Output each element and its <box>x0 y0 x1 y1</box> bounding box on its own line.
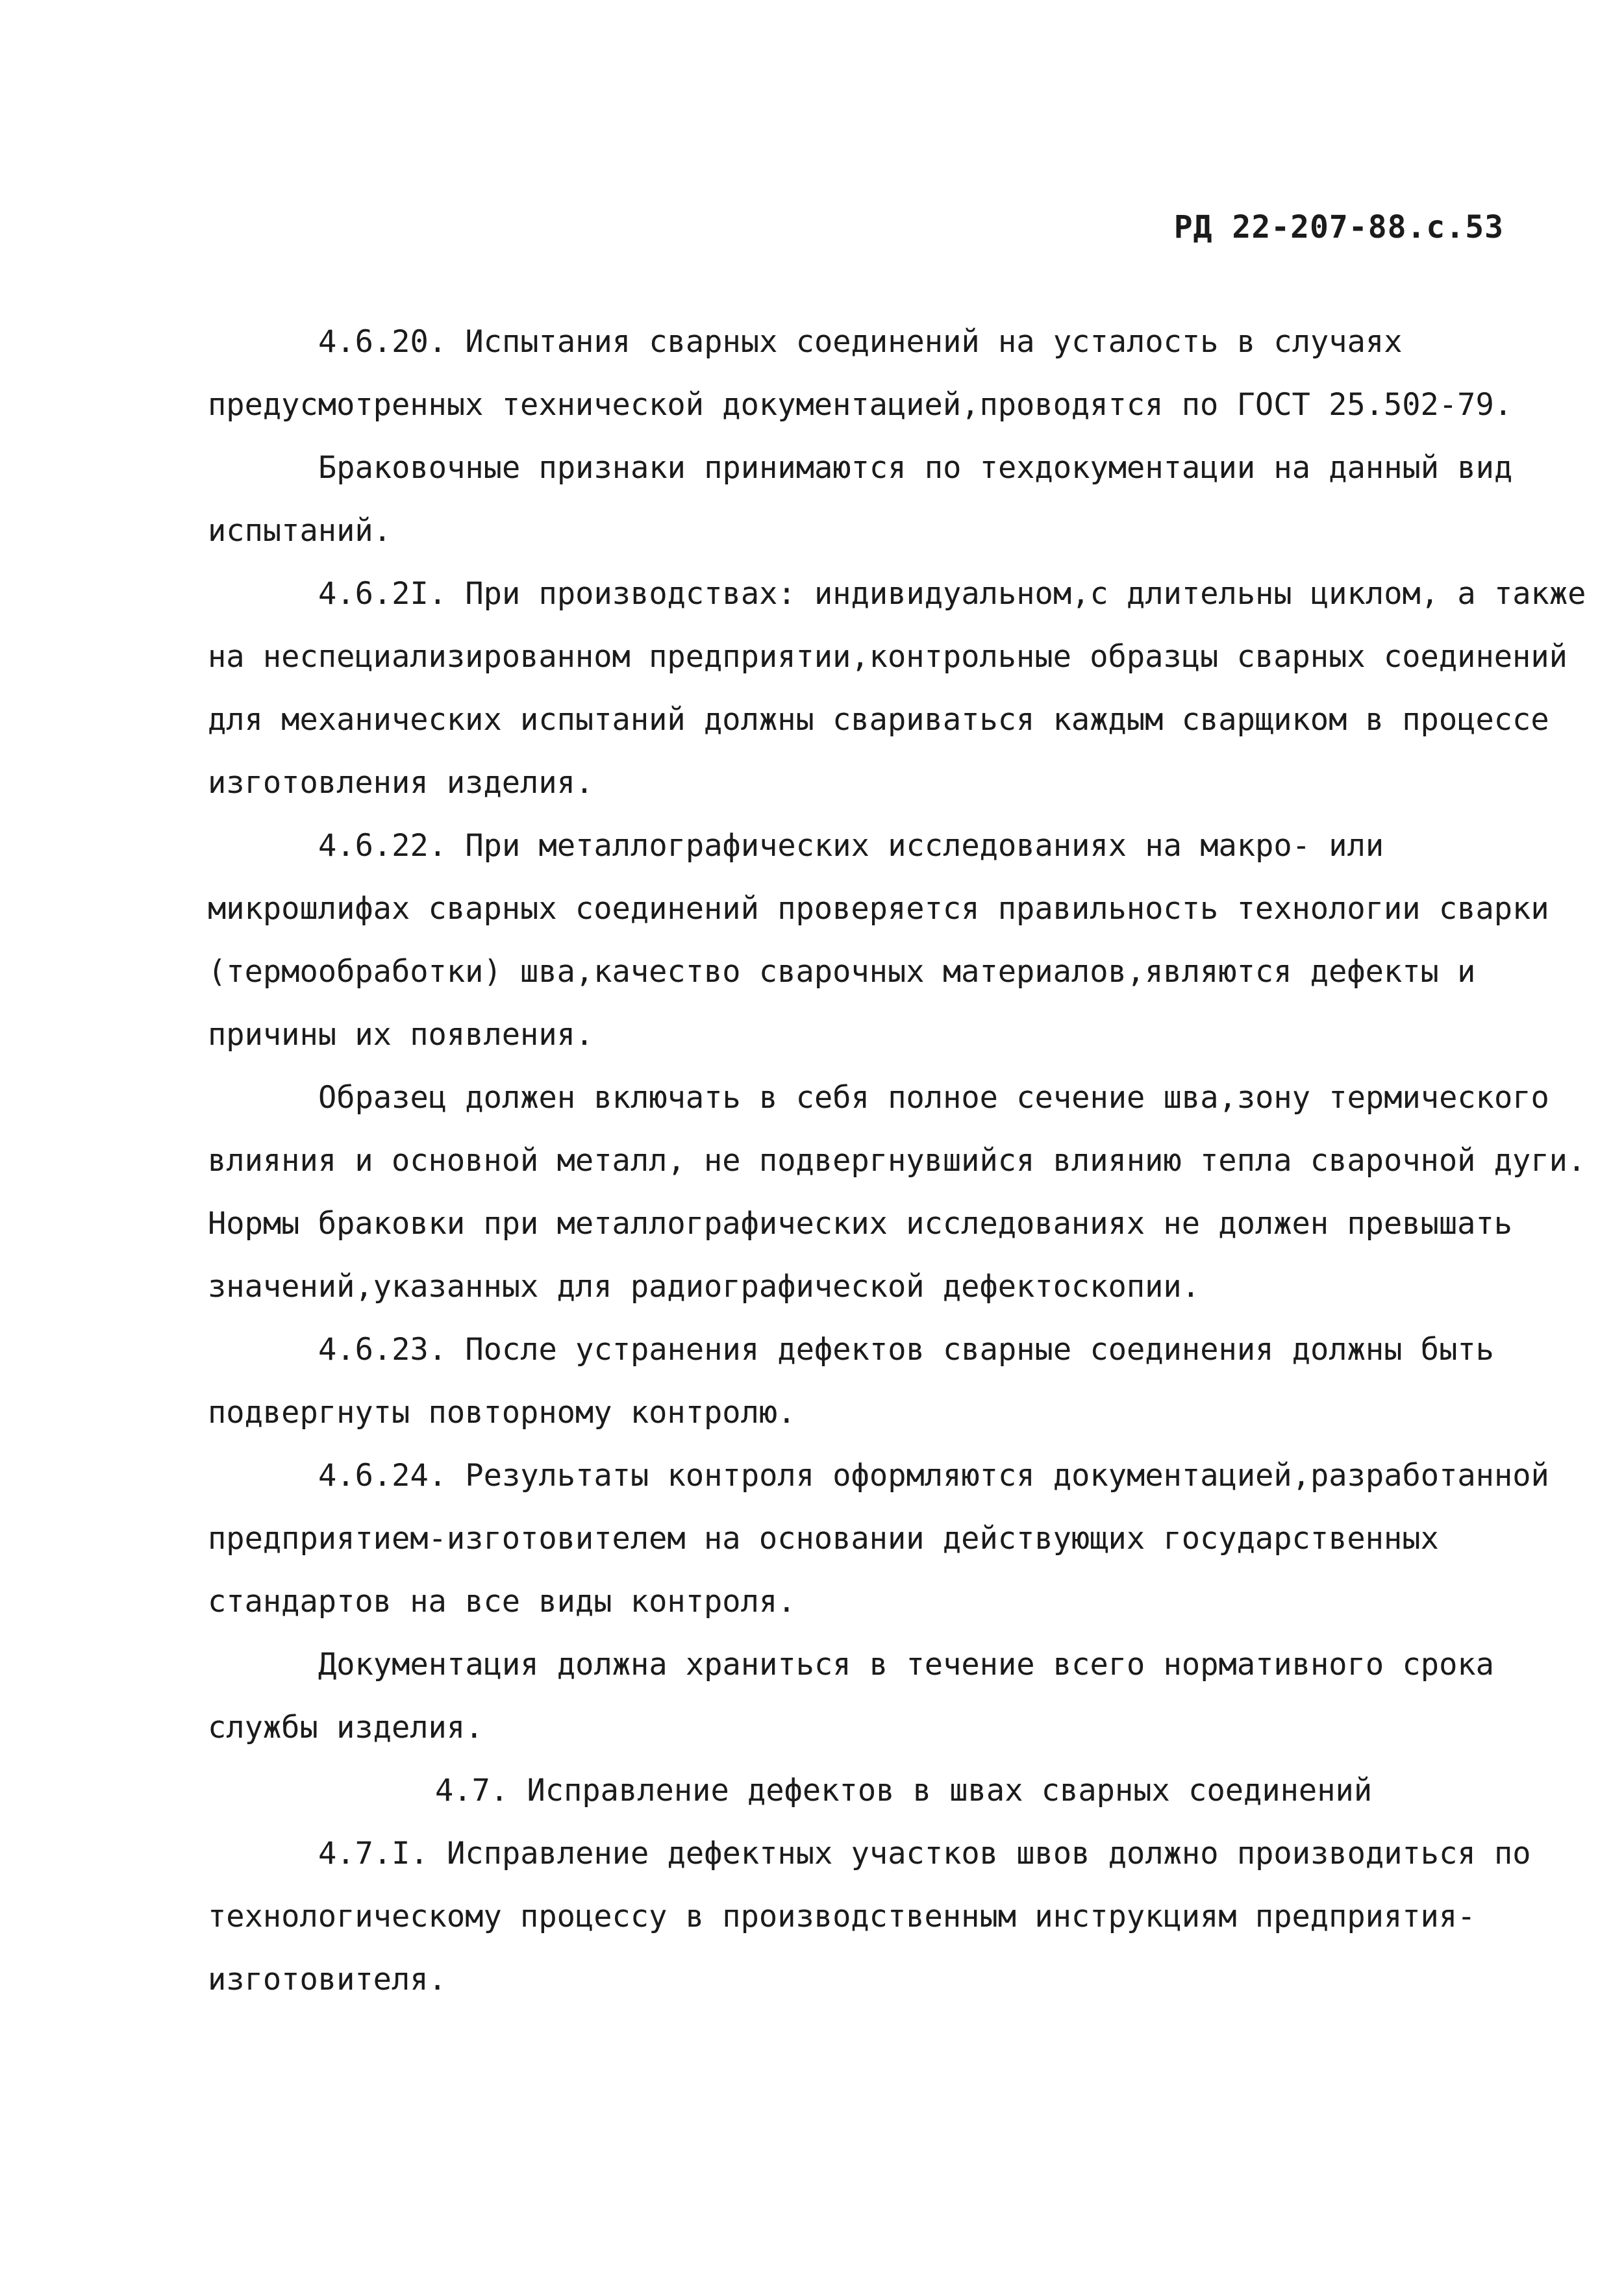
paragraph-4-6-23: 4.6.23. После устранения дефектов сварные соединения должны быть подвергнуты повторному контролю. <box>208 1332 1494 1431</box>
paragraph-4-6-20: 4.6.20. Испытания сварных соединений на усталость в случаях предусмотренных технической документацией,проводятся по ГОСТ 25.502-79. <box>208 324 1513 423</box>
paragraph-4-6-21: 4.6.2I. При производствах: индивидуальном,с длительны циклом, а также на неспециализированном предприятии,контрольные образцы сварных соединений для механических испытаний должны свариваться каждым сварщиком в процессе изготовления изделия. <box>208 576 1586 801</box>
paragraph-sample-requirements: Образец должен включать в себя полное сечение шва,зону термического влияния и основной металл, не подвергнувшийся влиянию тепла сварочной дуги. Нормы браковки при металлографических исследованиях не должен превышать значений,указанных для радиографической дефектоскопии. <box>208 1080 1586 1305</box>
document-body <box>208 310 1591 2011</box>
paragraph-4-6-22: 4.6.22. При металлографических исследованиях на макро- или микрошлифах сварных соединений проверяется правильность технологии сварки (термообработки) шва,качество сварочных материалов,являются дефекты и причины их появления. <box>208 828 1549 1053</box>
paragraph-4-7-1: 4.7.I. Исправление дефектных участков швов должно производиться по технологическому процессу в производственным инструкциям предприятия-изготовителя. <box>208 1836 1531 1997</box>
paragraph-rejection-criteria: Браковочные признаки принимаются по техдокументации на данный вид испытаний. <box>208 450 1513 549</box>
section-heading-4-7: 4.7. Исправление дефектов в швах сварных соединений <box>435 1773 1373 1808</box>
paragraph-documentation-storage: Документация должна храниться в течение всего нормативного срока службы изделия. <box>208 1647 1494 1745</box>
document-reference: РД 22-207-88.с.53 <box>1173 209 1504 245</box>
paragraph-4-6-24: 4.6.24. Результаты контроля оформляются документацией,разработанной предприятием-изготовителем на основании действующих государственных стандартов на все виды контроля. <box>208 1458 1549 1619</box>
